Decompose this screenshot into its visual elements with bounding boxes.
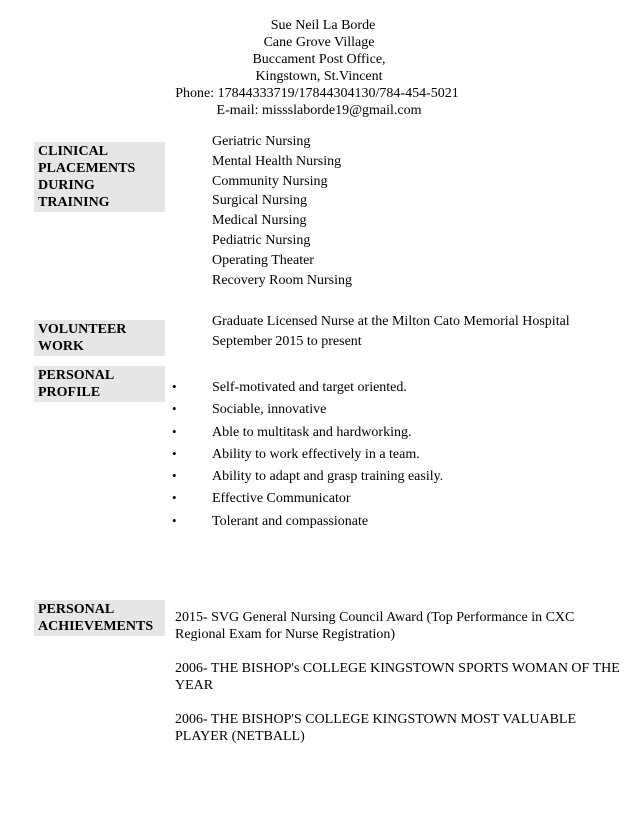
address-line-3: Kingstown, St.Vincent: [255, 69, 383, 84]
list-item: Geriatric Nursing: [212, 134, 311, 149]
bullet-icon: •: [172, 423, 177, 439]
volunteer-work-text: [212, 312, 570, 352]
list-item: Medical Nursing: [212, 213, 307, 229]
bullet-icon: •: [172, 379, 177, 394]
list-item: • Able to multitask and hardworking.: [172, 423, 412, 440]
list-item: • Effective Communicator: [172, 490, 351, 507]
achievement-item: 2006- THE BISHOP'S COLLEGE KINGSTOWN MOST VALUABLE PLAYER (NETBALL): [175, 712, 577, 744]
volunteer-line: September 2015 to present: [212, 334, 362, 349]
contact-header: [0, 17, 638, 119]
list-item: • Ability to adapt and grasp training easily.: [172, 468, 444, 485]
bullet-icon: •: [172, 468, 177, 484]
list-item: • Sociable, innovative: [172, 401, 327, 418]
applicant-name: Sue Neil La Borde: [270, 18, 376, 33]
achievement-item: 2015- SVG General Nursing Council Award (Top Performance in CXC Regional Exam for Nurse Registration): [175, 610, 575, 642]
bullet-icon: •: [172, 401, 177, 417]
list-item: • Ability to work effectively in a team.: [172, 445, 420, 462]
address-line-1: Cane Grove Village: [263, 35, 375, 50]
email-line: E-mail: missslaborde19@gmail.com: [216, 103, 422, 118]
section-label-volunteer: VOLUNTEER WORK: [34, 320, 165, 356]
list-item: Mental Health Nursing: [212, 153, 342, 169]
bullet-icon: •: [172, 445, 177, 461]
list-item: • Self-motivated and target oriented.: [172, 379, 407, 395]
volunteer-line: Graduate Licensed Nurse at the Milton Cato Memorial Hospital: [212, 314, 570, 329]
phone-line: Phone: 17844333719/17844304130/784-454-5021: [175, 86, 459, 101]
section-label-clinical: CLINICAL PLACEMENTS DURING TRAINING: [34, 142, 165, 212]
section-label-profile: PERSONAL PROFILE: [34, 366, 165, 402]
list-item: Surgical Nursing: [212, 193, 308, 209]
clinical-placements-list: [212, 132, 352, 290]
section-label-achievements: PERSONAL ACHIEVEMENTS: [34, 600, 165, 636]
achievement-item: 2006- THE BISHOP's COLLEGE KINGSTOWN SPORTS WOMAN OF THE YEAR: [175, 661, 620, 693]
bullet-icon: •: [172, 512, 177, 528]
list-item: Operating Theater: [212, 252, 314, 268]
bullet-icon: •: [172, 490, 177, 506]
address-line-2: Buccament Post Office,: [252, 52, 386, 67]
list-item: Recovery Room Nursing: [212, 272, 352, 288]
list-item: Pediatric Nursing: [212, 232, 311, 248]
list-item: • Tolerant and compassionate: [172, 512, 369, 529]
personal-profile-list: [172, 377, 443, 533]
list-item: Community Nursing: [212, 173, 328, 189]
